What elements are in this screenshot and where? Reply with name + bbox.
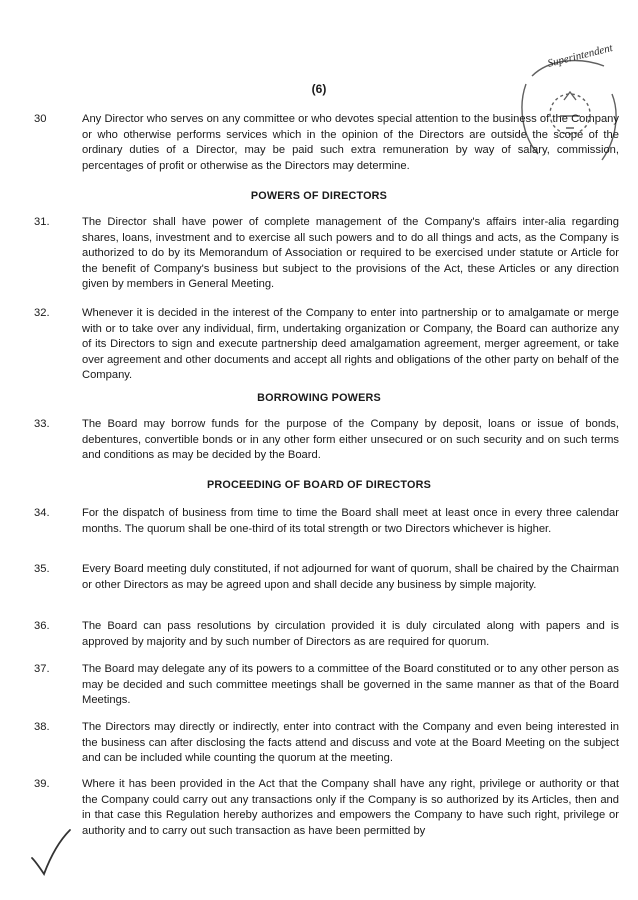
clause-37	[34, 662, 619, 709]
clause-32	[34, 306, 619, 384]
clause-30	[34, 112, 619, 174]
clause-35	[34, 562, 619, 593]
clause-number: 31.	[34, 216, 50, 228]
heading-proceeding-of-board: PROCEEDING OF BOARD OF DIRECTORS	[207, 479, 431, 491]
clause-text: The Board can pass resolutions by circulation provided it is duly circulated along with papers and is approved by majority and by such number of Directors as are required for quorum.	[82, 620, 619, 648]
clause-number: 34.	[34, 507, 50, 519]
page-number: (6)	[311, 82, 327, 96]
checkmark-icon	[28, 828, 72, 878]
clause-33	[34, 417, 619, 464]
clause-31	[34, 215, 619, 293]
clause-39	[34, 777, 619, 839]
clause-number: 30	[34, 113, 47, 125]
clause-text: The Board may borrow funds for the purpose of the Company by deposit, loans or issue of bonds, debentures, convertible bonds or in any other form either unsecured or on such security and on such terms and conditions as may be decided by the Board.	[82, 418, 619, 462]
clause-number: 37.	[34, 663, 50, 675]
clause-text: The Director shall have power of complete management of the Company's affairs inter-alia regarding shares, loans, investment and to exercise all such powers and to do all things and acts, as the Company is authorized to do by its Memorandum of Association or required to be exercised under statute or Article for the benefit of Company's business but subject to the provisions of the Act, these Articles or any direction given by members in General Meeting.	[82, 216, 619, 291]
clause-36	[34, 619, 619, 650]
svg-text:Superintendent: Superintendent	[546, 41, 614, 70]
clause-text: For the dispatch of business from time to time the Board shall meet at least once in every three calendar months. The quorum shall be one-third of its total strength or two Directors whichever is higher.	[82, 507, 619, 535]
clause-34	[34, 506, 619, 537]
clause-number: 35.	[34, 563, 50, 575]
clause-text: Any Director who serves on any committee or who devotes special attention to the business of the Company or who otherwise performs services which in the opinion of the Directors are outside the scope of the ordinary duties of a Director, may be paid such extra remuneration by way of salary, commission, percentages of profit or otherwise as the Directors may determine.	[82, 113, 619, 172]
clause-number: 32.	[34, 307, 50, 319]
clause-number: 38.	[34, 721, 50, 733]
clause-text: The Directors may directly or indirectly, enter into contract with the Company and even being interested in the business can after disclosing the facts attend and discuss and vote at the Board Meeting on the subject and can be included while counting the quorum at the meeting.	[82, 721, 619, 765]
clause-number: 36.	[34, 620, 50, 632]
heading-borrowing-powers: BORROWING POWERS	[257, 392, 381, 404]
clause-number: 39.	[34, 778, 50, 790]
clause-text: Where it has been provided in the Act that the Company shall have any right, privilege or authority or that the Company could carry out any transactions only if the Company is so authorized by its Articles, then and in that case this Regulation hereby authorizes and empowers the Company to have such right, privilege or authority and to carry out such transaction as have been permitted by	[82, 778, 619, 837]
heading-powers-of-directors: POWERS OF DIRECTORS	[250, 190, 388, 202]
clause-number: 33.	[34, 418, 50, 430]
clause-38	[34, 720, 619, 767]
clause-text: Every Board meeting duly constituted, if not adjourned for want of quorum, shall be chaired by the Chairman or other Directors as may be agreed upon and shall decide any business by simple majority.	[82, 563, 619, 591]
clause-text: The Board may delegate any of its powers to a committee of the Board constituted or to any other person as may be decided and such committee meetings shall be governed in the same manner as that of the Board Meetings.	[82, 663, 619, 707]
clause-text: Whenever it is decided in the interest of the Company to enter into partnership or to amalgamate or merge with or to take over any individual, firm, undertaking organization or Company, the Board can authorize any of its Directors to sign and execute partnership deed amalgamation agreement, merger agreement, or take over agreement and other documents and accept all rights and obligations of the other party on behalf of the Company.	[82, 307, 619, 382]
